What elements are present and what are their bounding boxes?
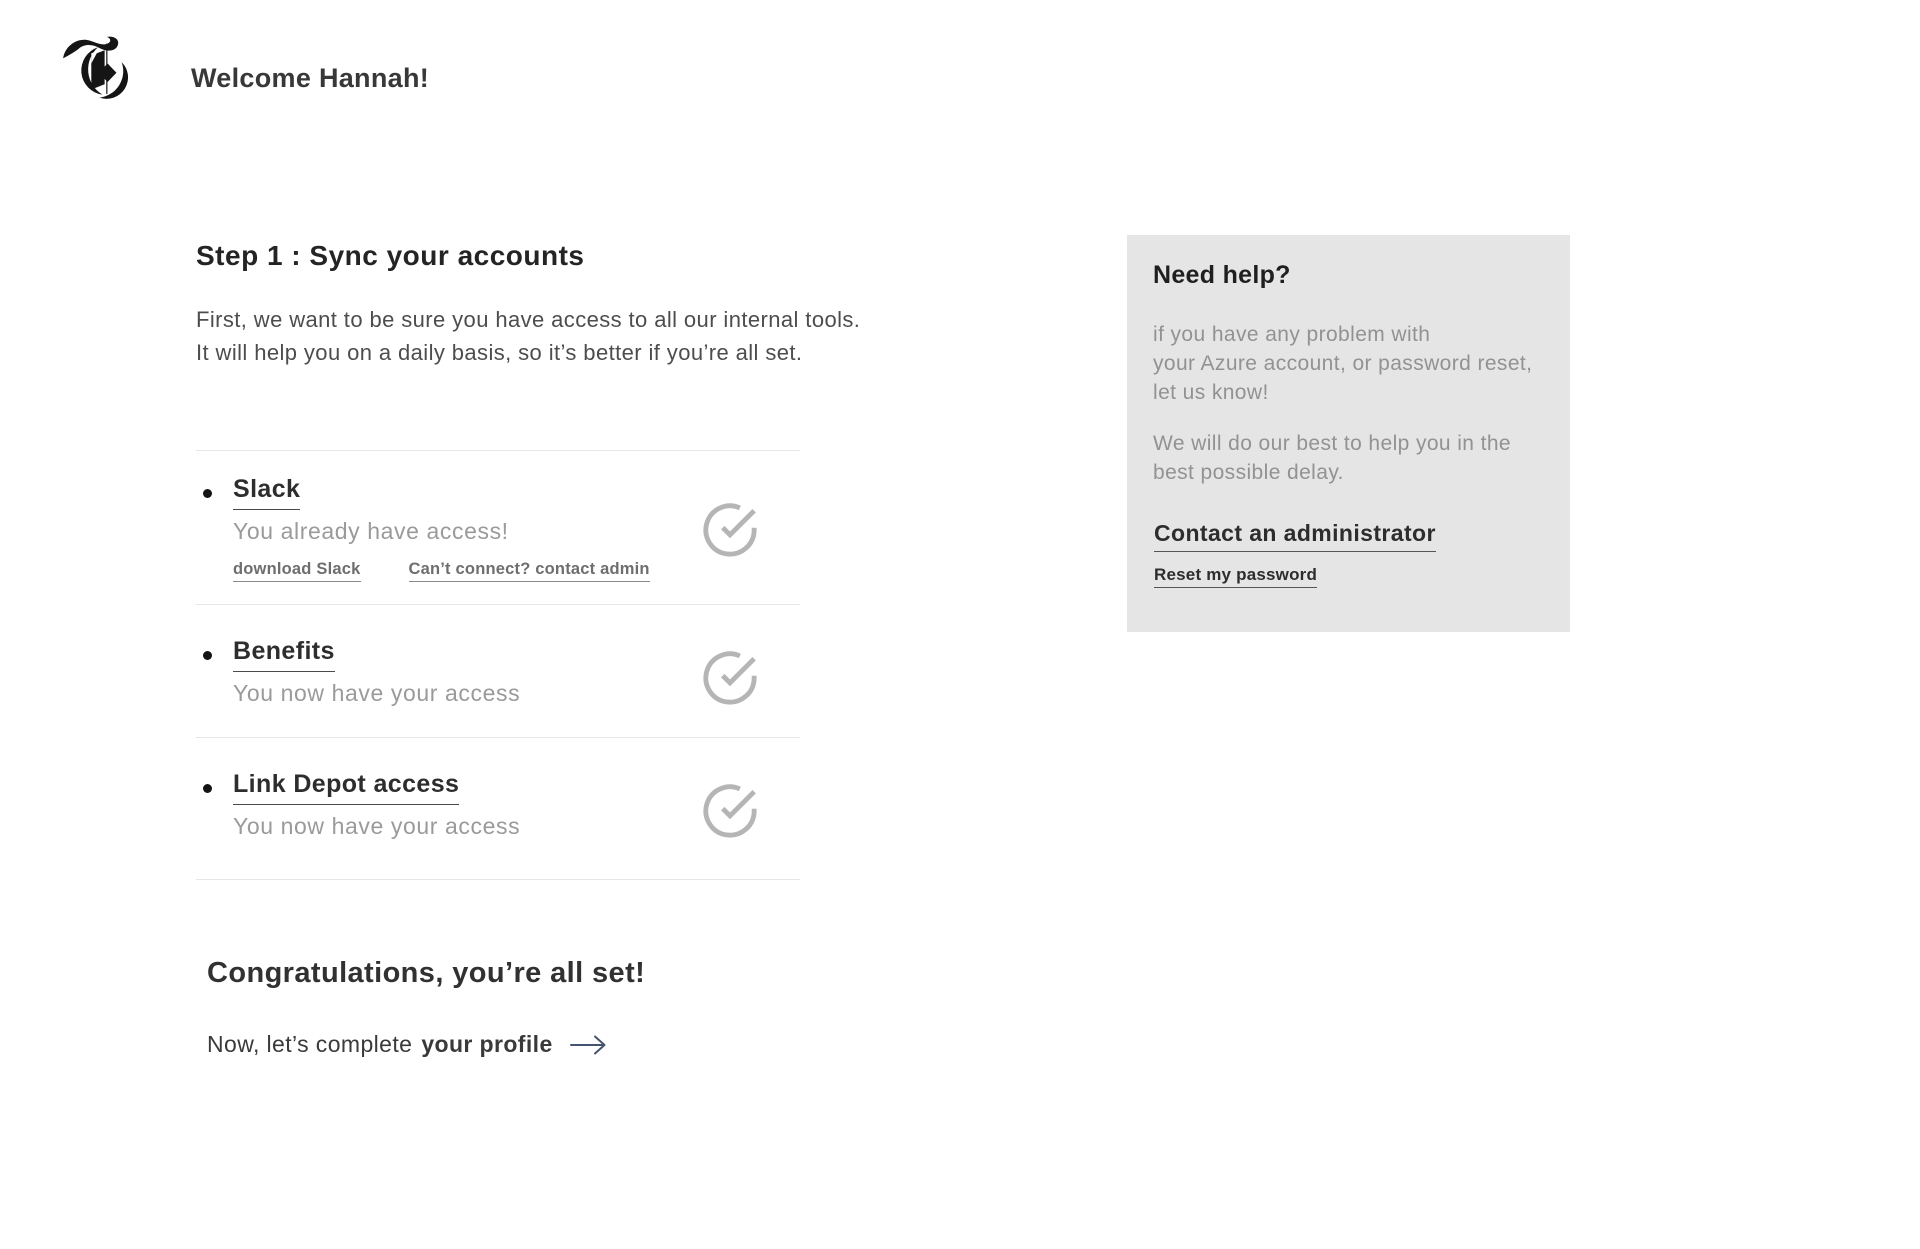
slack-link[interactable]: Slack <box>233 475 300 510</box>
bullet-icon <box>203 651 212 660</box>
link-depot-status: You now have your access <box>233 813 521 839</box>
help-panel <box>1127 235 1570 632</box>
help-p1-line2: your Azure account, or password reset, <box>1153 352 1533 375</box>
help-p2-line1: We will do our best to help you in the <box>1153 432 1512 455</box>
help-panel-title: Need help? <box>1153 261 1291 289</box>
check-circle-icon <box>701 782 759 840</box>
sync-accounts-list <box>196 450 800 880</box>
contact-administrator-link[interactable]: Contact an administrator <box>1154 520 1436 552</box>
bullet-icon <box>203 784 212 793</box>
step-heading: Step 1 : Sync your accounts <box>196 240 585 271</box>
reset-password-link[interactable]: Reset my password <box>1154 565 1317 588</box>
help-p1-line1: if you have any problem with <box>1153 323 1431 346</box>
page-title: Welcome Hannah! <box>191 63 430 93</box>
help-p1-line3: let us know! <box>1153 381 1269 404</box>
congrats-heading: Congratulations, you’re all set! <box>207 957 646 989</box>
nyt-t-logo <box>58 30 132 106</box>
slack-status: You already have access! <box>233 518 509 544</box>
list-item-slack <box>196 450 800 604</box>
complete-profile-link[interactable] <box>207 1031 607 1058</box>
contact-admin-link[interactable]: Can’t connect? contact admin <box>409 560 650 582</box>
download-slack-link[interactable]: download Slack <box>233 560 361 582</box>
step-description-line-2: It will help you on a daily basis, so it’s better if you’re all set. <box>196 340 803 365</box>
your-profile-link[interactable]: your profile <box>421 1031 553 1057</box>
link-depot-link[interactable]: Link Depot access <box>233 770 459 805</box>
check-circle-icon <box>701 649 759 707</box>
step-description <box>196 303 860 369</box>
help-p2-line2: best possible delay. <box>1153 461 1344 484</box>
help-paragraph-1 <box>1153 320 1532 407</box>
list-item-benefits <box>196 604 800 737</box>
list-item-link-depot <box>196 737 800 879</box>
bullet-icon <box>203 489 212 498</box>
benefits-link[interactable]: Benefits <box>233 637 335 672</box>
arrow-right-icon <box>569 1034 607 1056</box>
benefits-status: You now have your access <box>233 680 521 706</box>
slack-sublinks <box>233 560 800 582</box>
next-step-prefix: Now, let’s complete <box>207 1031 413 1057</box>
step-description-line-1: First, we want to be sure you have access to all our internal tools. <box>196 307 861 332</box>
help-paragraph-2 <box>1153 429 1511 487</box>
check-circle-icon <box>701 501 759 559</box>
